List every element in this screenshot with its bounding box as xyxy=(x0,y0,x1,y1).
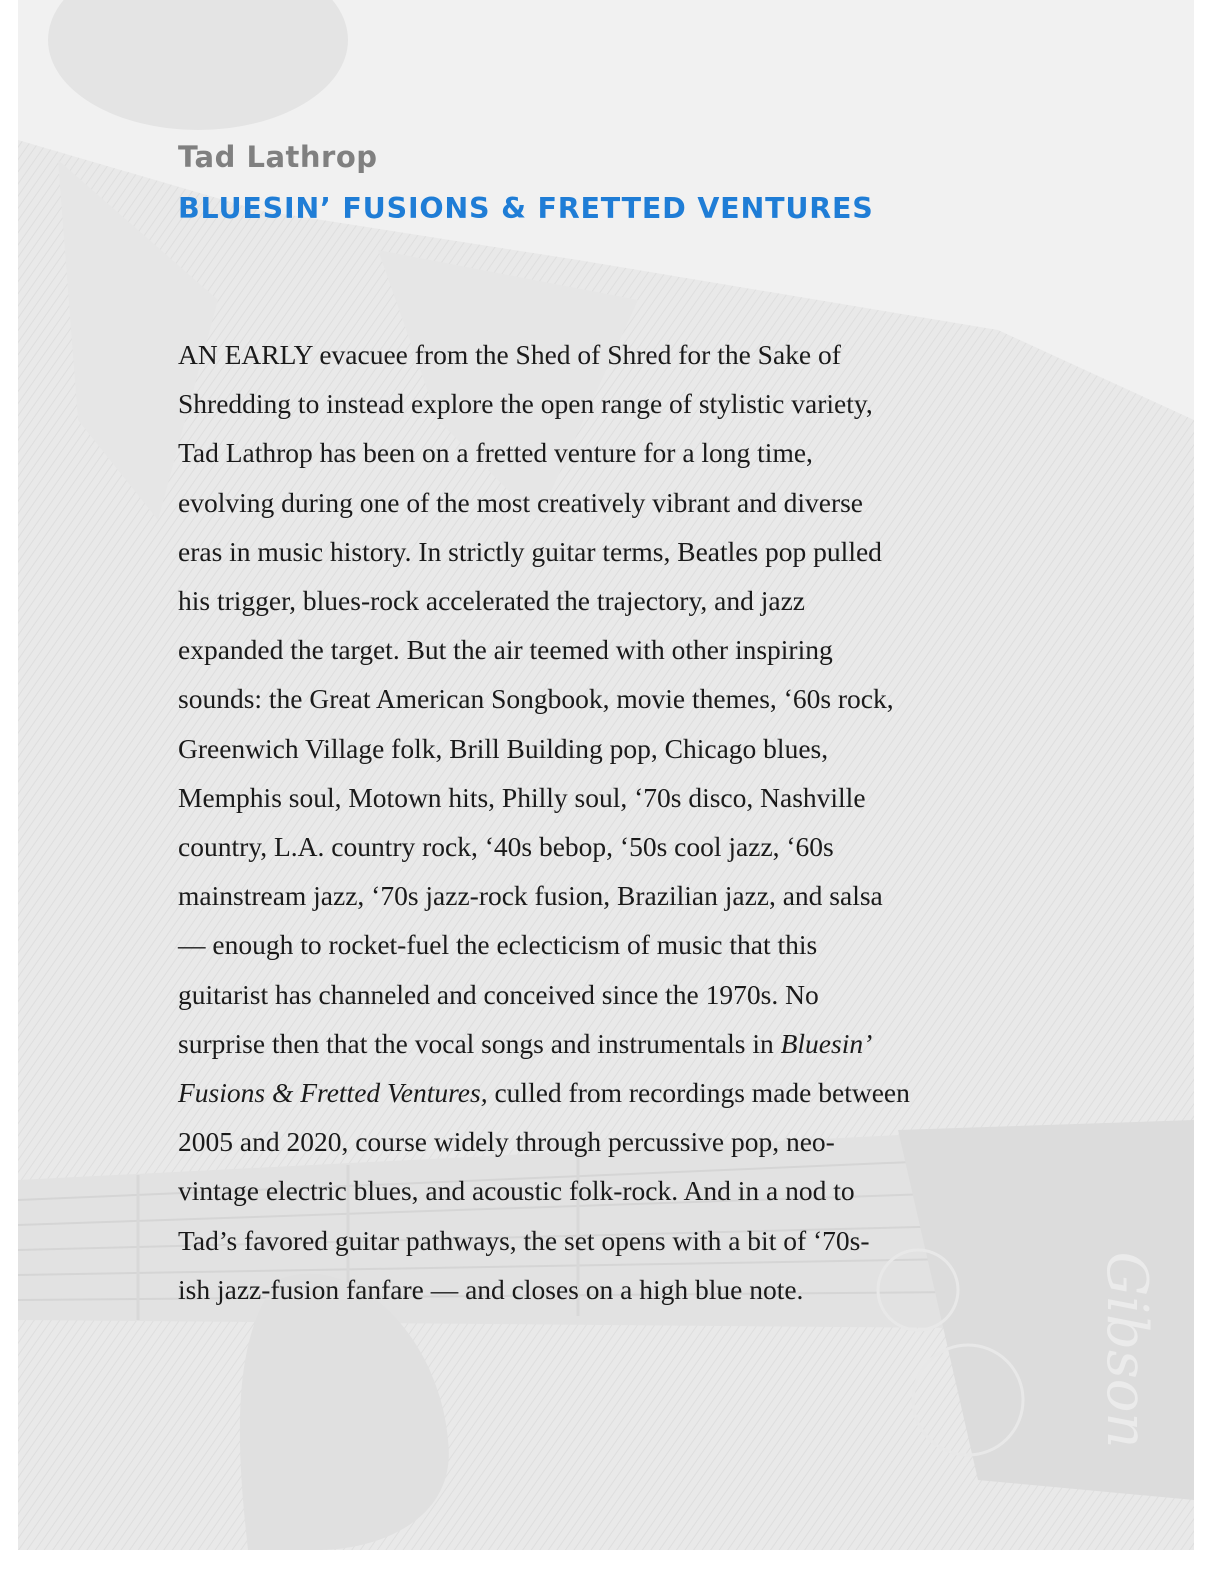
artist-name: Tad Lathrop xyxy=(178,140,378,174)
bio-line: expanded the target. But the air teemed with other inspiring xyxy=(178,634,833,666)
bio-line: his trigger, blues-rock accelerated the trajectory, and jazz xyxy=(178,585,805,617)
bio-line: — enough to rocket-fuel the eclecticism of music that this xyxy=(178,929,818,961)
bio-line: Memphis soul, Motown hits, Philly soul, ‘70s disco, Nashville xyxy=(178,781,866,813)
album-title-italic: Fusions & Fretted Ventures, xyxy=(178,1077,488,1109)
bio-line: Greenwich Village folk, Brill Building pop, Chicago blues, xyxy=(178,732,829,764)
bio-line: vintage electric blues, and acoustic folk-rock. And in a nod to xyxy=(178,1175,855,1207)
headstock-logo: Gibson xyxy=(1094,1251,1159,1449)
bio-line: Shredding to instead explore the open range of stylistic variety, xyxy=(178,388,873,420)
bio-line: guitarist has channeled and conceived since the 1970s. No xyxy=(178,978,819,1010)
bio-line: Fusions & Fretted Ventures, culled from recordings made between xyxy=(178,1077,910,1109)
bio-line: surprise then that the vocal songs and instrumentals in Bluesin’ xyxy=(178,1027,873,1059)
album-title-italic: Bluesin’ xyxy=(780,1027,873,1059)
bio-line: sounds: the Great American Songbook, movie themes, ‘60s rock, xyxy=(178,683,894,715)
album-title: BLUESIN’ FUSIONS & FRETTED VENTURES xyxy=(178,192,874,225)
bio-line: evolving during one of the most creatively vibrant and diverse xyxy=(178,486,864,518)
bio-line: ish jazz-fusion fanfare — and closes on a high blue note. xyxy=(178,1273,804,1305)
bio-line: mainstream jazz, ‘70s jazz-rock fusion, Brazilian jazz, and salsa xyxy=(178,880,883,912)
bio-line: 2005 and 2020, course widely through percussive pop, neo- xyxy=(178,1126,835,1158)
bio-line: Tad’s favored guitar pathways, the set opens with a bit of ‘70s- xyxy=(178,1224,870,1256)
bio-line: country, L.A. country rock, ‘40s bebop, ‘50s cool jazz, ‘60s xyxy=(178,831,834,863)
face-shape xyxy=(48,0,348,130)
bio-text xyxy=(178,330,1038,1314)
bio-line: AN EARLY evacuee from the Shed of Shred for the Sake of xyxy=(178,339,841,370)
bio-line: Tad Lathrop has been on a fretted venture for a long time, xyxy=(178,437,813,469)
bio-line: eras in music history. In strictly guitar terms, Beatles pop pulled xyxy=(178,535,882,567)
